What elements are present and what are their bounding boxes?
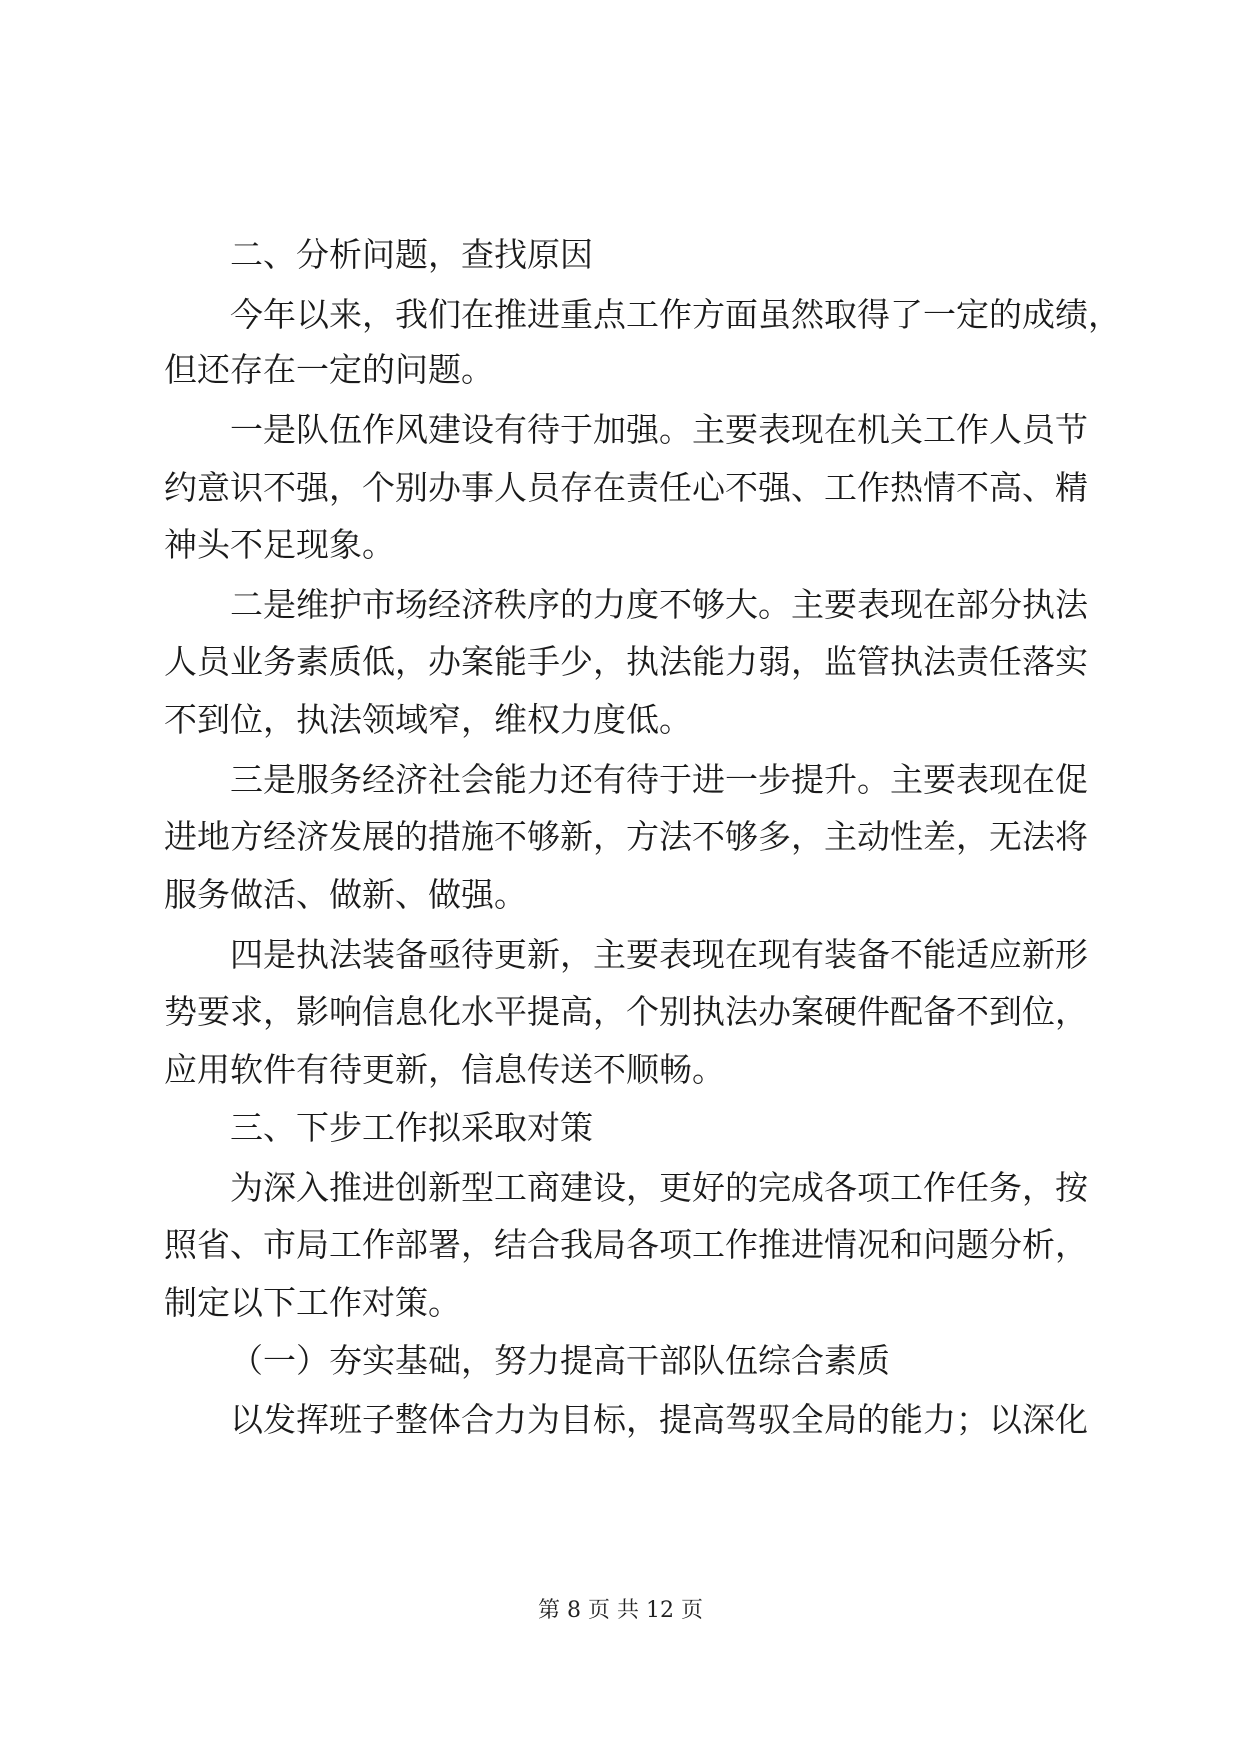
paragraph-line: 服务做活、做新、做强。 xyxy=(164,875,527,914)
paragraph-line: 一是队伍作风建设有待于加强。主要表现在机关工作人员节 xyxy=(230,410,1088,449)
paragraph-line: 约意识不强，个别办事人员存在责任心不强、工作热情不高、精 xyxy=(164,468,1088,507)
subsection-heading: （一）夯实基础，努力提高干部队伍综合素质 xyxy=(230,1341,890,1380)
paragraph-line: 势要求，影响信息化水平提高，个别执法办案硬件配备不到位， xyxy=(164,992,1088,1031)
paragraph-line: 神头不足现象。 xyxy=(164,525,395,564)
paragraph-line: 但还存在一定的问题。 xyxy=(164,350,494,389)
section-heading: 二、分析问题，查找原因 xyxy=(230,235,593,274)
paragraph-line: 以发挥班子整体合力为目标，提高驾驭全局的能力；以深化 xyxy=(230,1400,1088,1439)
paragraph-line: 不到位，执法领域窄，维权力度低。 xyxy=(164,700,692,739)
paragraph-line: 三是服务经济社会能力还有待于进一步提升。主要表现在促 xyxy=(230,760,1088,799)
paragraph-line: 为深入推进创新型工商建设，更好的完成各项工作任务，按 xyxy=(230,1168,1088,1207)
paragraph-line: 应用软件有待更新，信息传送不顺畅。 xyxy=(164,1050,725,1089)
paragraph-line: 二是维护市场经济秩序的力度不够大。主要表现在部分执法 xyxy=(230,585,1088,624)
paragraph-line: 人员业务素质低，办案能手少，执法能力弱，监管执法责任落实 xyxy=(164,642,1088,681)
paragraph-line: 制定以下工作对策。 xyxy=(164,1283,461,1322)
section-heading: 三、下步工作拟采取对策 xyxy=(230,1108,593,1147)
paragraph-line: 进地方经济发展的措施不够新，方法不够多，主动性差，无法将 xyxy=(164,817,1088,856)
paragraph-line: 四是执法装备亟待更新，主要表现在现有装备不能适应新形 xyxy=(230,935,1088,974)
page-number-footer: 第 8 页 共 12 页 xyxy=(538,1598,703,1623)
paragraph-line: 今年以来，我们在推进重点工作方面虽然取得了一定的成绩， xyxy=(230,295,1121,334)
paragraph-line: 照省、市局工作部署，结合我局各项工作推进情况和问题分析， xyxy=(164,1225,1088,1264)
